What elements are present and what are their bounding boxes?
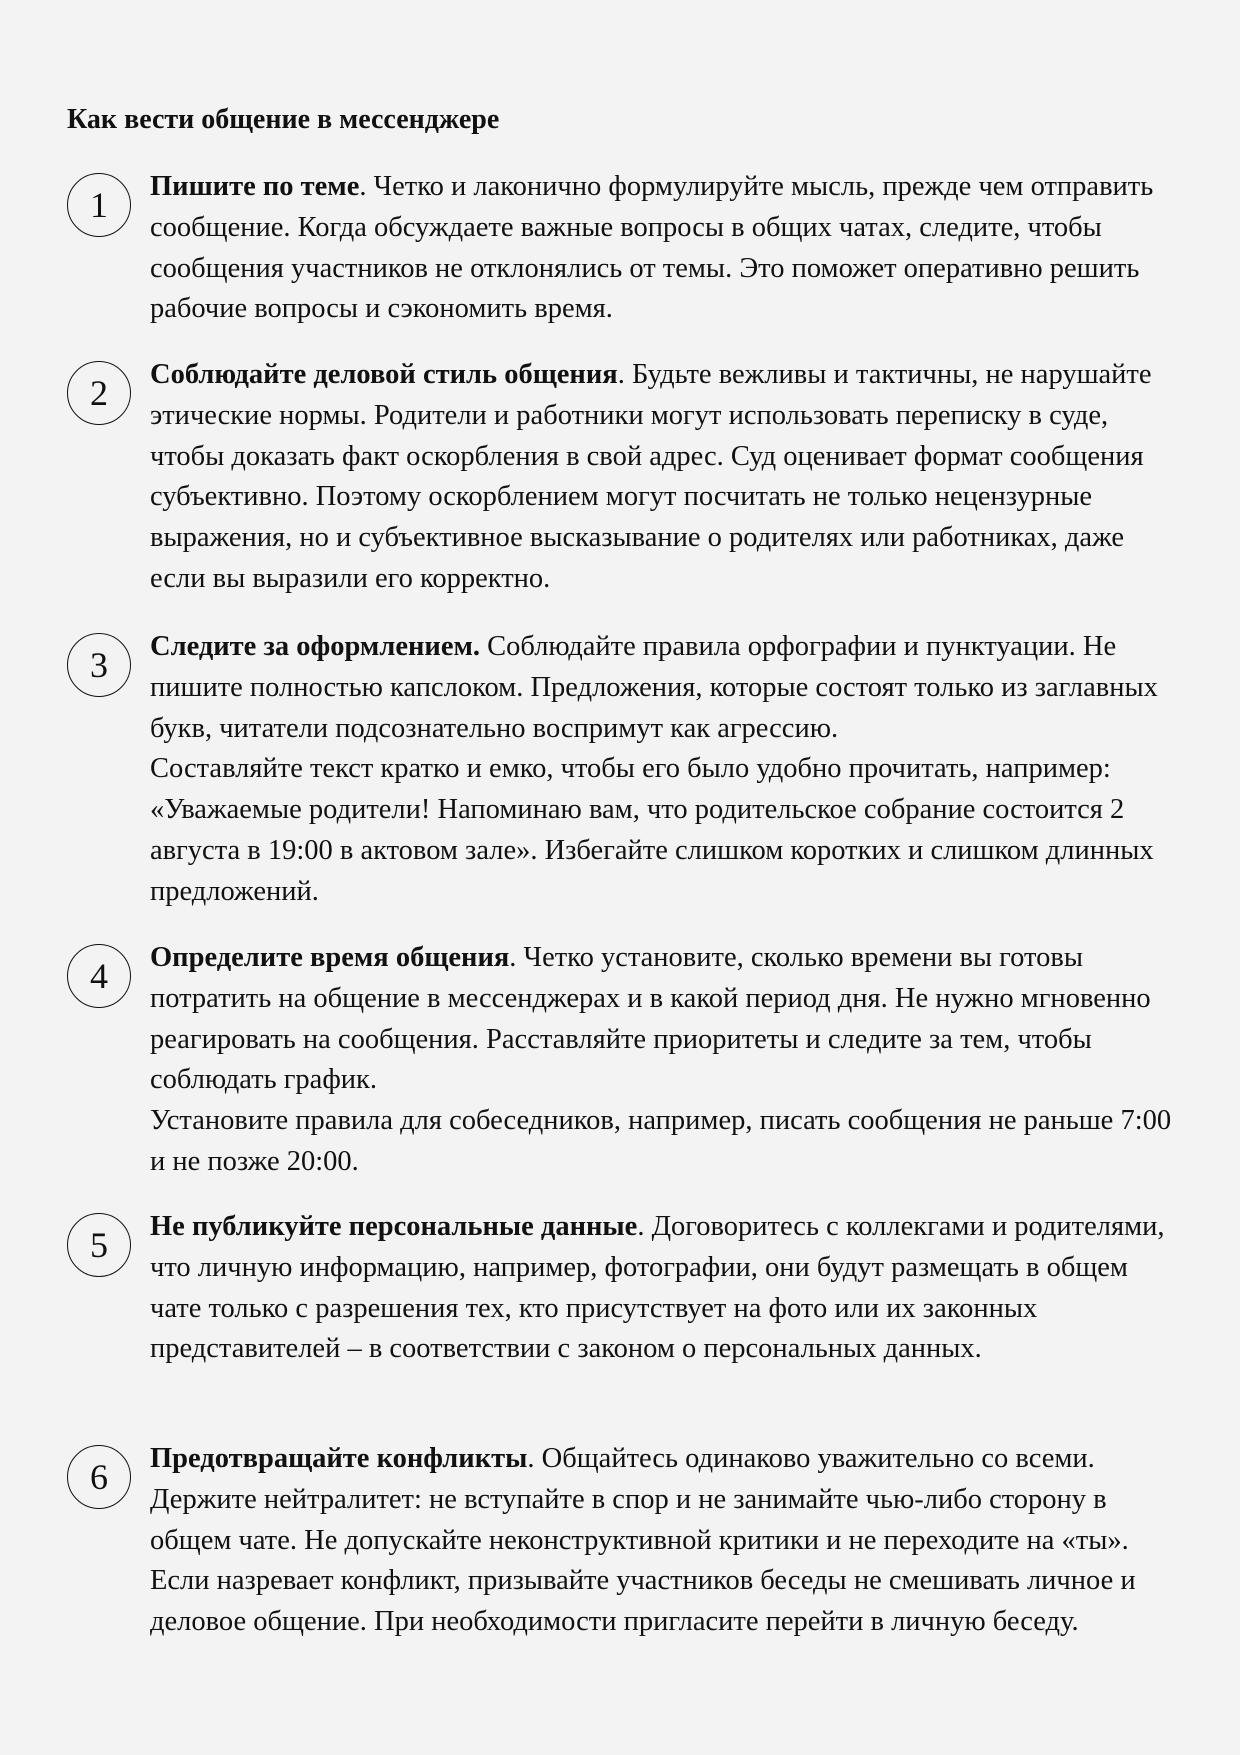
item-heading: Предотвращайте конфликты	[150, 1443, 528, 1474]
item-body: . Четко и лаконично формулируйте мысль, прежде чем отправить сообщение. Когда обсуждаете важные вопросы в общих чатах, следите, чтобы сообщения участников не отклонялись от темы. Это поможет оперативно решить рабочие вопросы и сэкономить время.	[150, 171, 1154, 325]
item-heading: Пишите по теме	[150, 171, 360, 202]
item-number-badge: 3	[67, 633, 131, 697]
item-body: Соблюдайте правила орфографии и пунктуации. Не пишите полностью капслоком. Предложения, которые состоят только из заглавных букв, читатели подсознательно воспримут как агрессию.	[150, 631, 1158, 744]
item-paragraph	[150, 938, 1180, 1101]
item-text	[150, 355, 1180, 600]
item-body: . Будьте вежливы и тактичны, не нарушайте этические нормы. Родители и работники могут использовать переписку в суде, чтобы доказать факт оскорбления в свой адрес. Суд оценивает формат сообщения субъективно. Поэтому оскорблением могут посчитать не только нецензурные выражения, но и субъективное высказывание о родителях или работниках, даже если вы выразили его корректно.	[150, 359, 1152, 594]
item-paragraph	[150, 1439, 1180, 1643]
item-body: . Четко установите, сколько времени вы готовы потратить на общение в мессенджерах и в какой период дня. Не нужно мгновенно реагировать на сообщения. Расставляйте приоритеты и следите за тем, чтобы соблюдать график.	[150, 942, 1151, 1096]
item-text	[150, 1439, 1180, 1643]
item-paragraph	[150, 627, 1180, 749]
item-body: . Договоритесь с коллекгами и родителями, что личную информацию, например, фотографии, они будут размещать в общем чате только с разрешения тех, кто присутствует на фото или их законных представителей – в соответствии с законом о персональных данных.	[150, 1211, 1165, 1365]
item-text	[150, 938, 1180, 1183]
item-heading: Определите время общения	[150, 942, 510, 973]
item-number-badge: 5	[67, 1213, 131, 1277]
item-heading: Не публикуйте персональные данные	[150, 1211, 638, 1242]
item-text	[150, 167, 1180, 330]
item-paragraph	[150, 355, 1180, 600]
item-paragraph	[150, 167, 1180, 330]
item-heading: Соблюдайте деловой стиль общения	[150, 359, 618, 390]
item-number-badge: 4	[67, 944, 131, 1008]
item-number-badge: 6	[67, 1445, 131, 1509]
item-body: . Общайтесь одинаково уважительно со всеми. Держите нейтралитет: не вступайте в спор и не занимайте чью-либо сторону в общем чате. Не допускайте неконструктивной критики и не переходите на «ты». Если назревает конфликт, призывайте участников беседы не смешивать личное и деловое общение. При необходимости пригласите перейти в личную беседу.	[150, 1443, 1136, 1638]
item-text	[150, 627, 1180, 913]
item-number-badge: 1	[67, 173, 131, 237]
item-paragraph: Составляйте текст кратко и емко, чтобы его было удобно прочитать, например: «Уважаемые родители! Напоминаю вам, что родительское собрание состоится 2 августа в 19:00 в актовом зале». Избегайте слишком коротких и слишком длинных предложений.	[150, 753, 1154, 907]
item-paragraph: Установите правила для собеседников, например, писать сообщения не раньше 7:00 и не позже 20:00.	[150, 1105, 1172, 1177]
item-paragraph	[150, 1207, 1180, 1370]
page-title: Как вести общение в мессенджере	[67, 104, 500, 135]
item-heading: Следите за оформлением.	[150, 631, 481, 662]
item-number-badge: 2	[67, 361, 131, 425]
item-text	[150, 1207, 1180, 1370]
